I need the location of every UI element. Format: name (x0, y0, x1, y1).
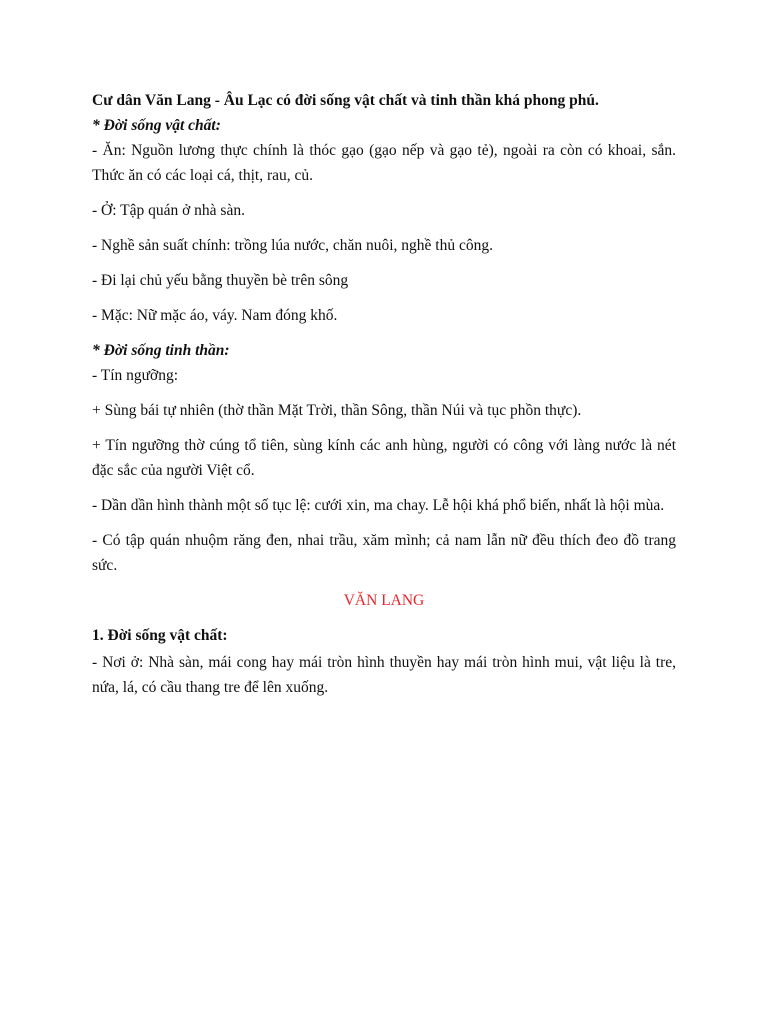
van-lang-heading: VĂN LANG (343, 592, 425, 609)
document-page (92, 88, 676, 700)
food-paragraph: - Ăn: Nguồn lương thực chính là thóc gạo (gạo nếp và gạo tẻ), ngoài ra còn có khoai, sắn. Thức ăn có các loại cá, thịt, rau, củ. (92, 142, 676, 184)
section1-heading: 1. Đời sống vật chất: (92, 627, 228, 644)
ancestor-worship-paragraph: + Tín ngưỡng thờ cúng tổ tiên, sùng kính các anh hùng, người có công với làng nước là nét đặc sắc của người Việt cổ. (92, 437, 676, 479)
transport-paragraph: - Đi lại chủ yếu bằng thuyền bè trên sông (92, 272, 349, 289)
document-title: Cư dân Văn Lang - Âu Lạc có đời sống vật chất và tinh thần khá phong phú. (92, 92, 599, 109)
occupation-paragraph: - Nghề sản suất chính: trồng lúa nước, chăn nuôi, nghề thủ công. (92, 237, 493, 254)
belief-paragraph: - Tín ngưỡng: (92, 367, 179, 384)
material-life-heading: * Đời sống vật chất: (92, 117, 221, 134)
spiritual-life-heading: * Đời sống tinh thần: (92, 342, 230, 359)
nature-worship-paragraph: + Sùng bái tự nhiên (thờ thần Mặt Trời, thần Sông, thần Núi và tục phồn thực). (92, 402, 582, 419)
adornment-paragraph: - Có tập quán nhuộm răng đen, nhai trầu, xăm mình; cả nam lẫn nữ đều thích đeo đồ trang sức. (92, 532, 676, 574)
clothing-paragraph: - Mặc: Nữ mặc áo, váy. Nam đóng khố. (92, 307, 338, 324)
housing-paragraph: - Ở: Tập quán ở nhà sàn. (92, 202, 245, 219)
customs-paragraph: - Dần dần hình thành một số tục lệ: cưới xin, ma chay. Lễ hội khá phổ biến, nhất là hội mùa. (92, 497, 665, 514)
section1-paragraph: - Nơi ở: Nhà sàn, mái cong hay mái tròn hình thuyền hay mái tròn hình mui, vật liệu là tre, nứa, lá, có cầu thang tre để lên xuống. (92, 654, 676, 696)
